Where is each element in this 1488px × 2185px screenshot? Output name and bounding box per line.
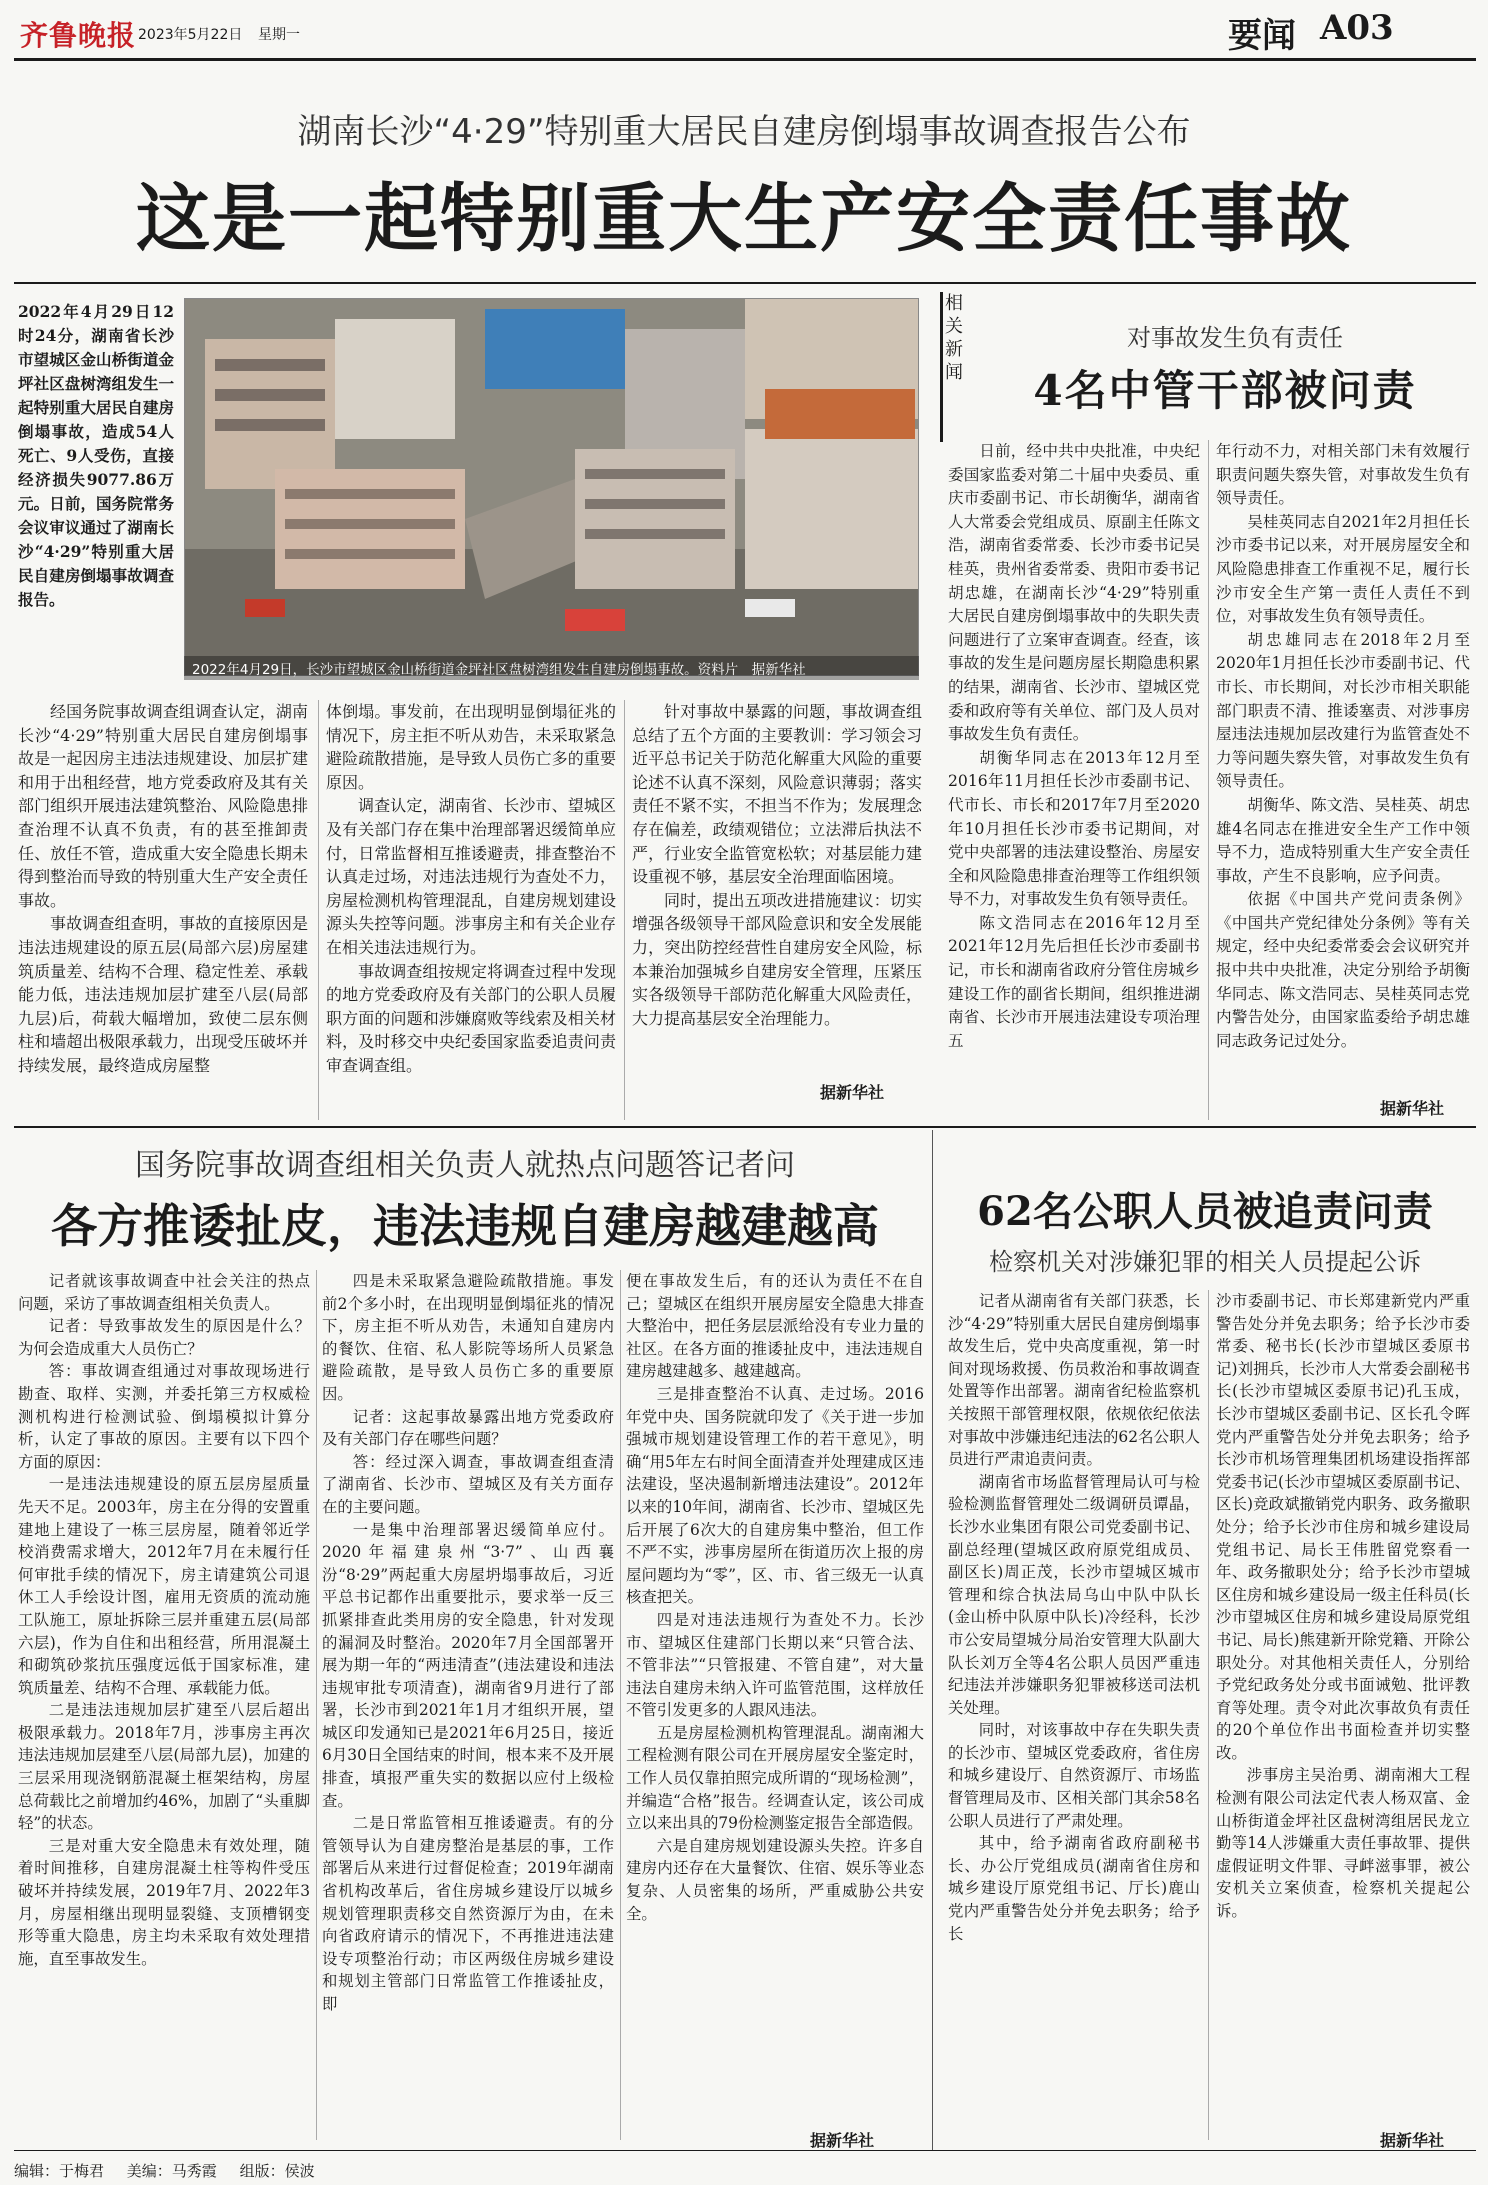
accountability-column-1 bbox=[948, 1290, 1200, 1945]
issue-weekday: 星期一 bbox=[258, 27, 300, 43]
main-headline: 这是一起特别重大生产安全责任事故 bbox=[136, 176, 1352, 262]
issue-date: 2023年5月22日 bbox=[138, 27, 243, 43]
paragraph: 沙市委副书记、市长郑建新党内严重警告处分并免去职务；给予长沙市委常委、秘书长(长沙市望城区委原书记)刘拥兵，长沙市人大常委会副秘书长(长沙市望城区委原书记)孔玉成，长沙市望城区委副书记、区长孔令晖党内严重警告处分并免去职务；给予长沙市机场管理集团机场建设指挥部党委书记(长沙市望城区委原副书记、区长)竞政斌撤销党内职务、政务撤职处分；给予长沙市住房和城乡建设局党组书记、局长王伟胜留党察看一年、政务撤职处分；给予长沙市望城区住房和城乡建设局一级主任科员(长沙市望城区住房和城乡建设局原党组书记、局长)熊建新开除党籍、开除公职处分。对其他相关责任人，分别给予党纪政务处分或书面诫勉、批评教育等处理。责令对此次事故负有责任的20个单位作出书面检查并切实整改。 bbox=[1216, 1292, 1470, 1762]
main-column-2 bbox=[326, 700, 616, 1078]
collapse-site-photo bbox=[184, 298, 919, 676]
aerial-photo-illustration bbox=[185, 299, 919, 676]
paragraph: 记者从湖南省有关部门获悉，长沙“4·29”特别重大居民自建房倒塌事故发生后，党中央高度重视，第一时间对现场救援、伤员救治和事故调查处置等作出部署。湖南省纪检监察机关按照干部管理权限，依规依纪依法对事故中涉嫌违纪违法的62名公职人员进行严肃追责问责。 bbox=[948, 1292, 1200, 1469]
paragraph: 其中，给予湖南省政府副秘书长、办公厅党组成员(湖南省住房和城乡建设厅原党组书记、厅长)鹿山党内严重警告处分并免去职务；给予长 bbox=[948, 1834, 1200, 1943]
column-divider bbox=[316, 1270, 317, 2140]
paragraph: 便在事故发生后，有的还认为责任不在自己；望城区在组织开展房屋安全隐患大排查大整治中，把任务层层派给没有专业力量的社区。在各方面的推诿扯皮中，违法违规自建房越建越多、越建越高。 bbox=[626, 1272, 924, 1381]
footer-proof: 组版：侯波 bbox=[239, 2162, 315, 2180]
paragraph: 答：经过深入调查，事故调查组查清了湖南省、长沙市、望城区及有关方面存在的主要问题。 bbox=[322, 1452, 614, 1516]
paragraph: 依据《中国共产党问责条例》《中国共产党纪律处分条例》等有关规定，经中央纪委常委会会议研究并报中共中央批准，决定分别给予胡衡华同志、陈文浩同志、吴桂英同志党内警告处分，由国家监委给予胡忠雄同志政务记过处分。 bbox=[1216, 890, 1470, 1050]
photo-caption: 2022年4月29日，长沙市望城区金山桥街道金坪社区盘树湾组发生自建房倒塌事故。资料片 据新华社 bbox=[184, 656, 919, 680]
related-column-2 bbox=[1216, 440, 1470, 1053]
paragraph: 六是自建房规划建设源头失控。许多自建房内还存在大量餐饮、住宿、娱乐等业态复杂、人员密集的场所，严重威胁公共安全。 bbox=[626, 1836, 924, 1923]
accountability-credit: 据新华社 bbox=[1380, 2131, 1445, 2150]
paragraph: 答：事故调查组通过对事故现场进行勘查、取样、实测，并委托第三方权威检测机构进行检测试验、倒塌模拟计算分析，认定了事故的原因。主要有以下四个方面的原因： bbox=[18, 1362, 310, 1471]
paragraph: 记者就该事故调查中社会关注的热点问题，采访了事故调查组相关负责人。 bbox=[18, 1272, 310, 1313]
paragraph: 胡忠雄同志在2018年2月至2020年1月担任长沙市委副书记、代市长、市长期间，对长沙市相关职能部门职责不清、推诿塞责、对涉事房屋违法违规加层改建行为监管查处不力等问题失察失管，对事故发生负有领导责任。 bbox=[1216, 630, 1470, 791]
paragraph: 事故调查组查明，事故的直接原因是违法违规建设的原五层(局部六层)房屋建筑质量差、结构不合理、稳定性差、承载能力低，违法违规加层扩建至八层(局部九层)后，荷载大幅增加，致使二层东侧柱和墙超出极限承载力，出现受压破坏并持续发展，最终造成房屋整 bbox=[18, 914, 308, 1075]
qa-column-1 bbox=[18, 1270, 310, 1970]
paragraph: 一是违法违规建设的原五层房屋质量先天不足。2003年，房主在分得的安置重建地上建设了一栋三层房屋，随着邻近学校消费需求增大，2012年7月在未履行任何审批手续的情况下，房主请建筑公司退休工人手绘设计图，雇用无资质的流动施工队施工，原址拆除三层并重建五层(局部六层)，作为自住和出租经营，所用混凝土和砌筑砂浆抗压强度远低于国家标准，建筑质量差、结构不合理、承载能力低。 bbox=[18, 1475, 310, 1697]
qa-column-2 bbox=[322, 1270, 614, 2016]
accountability-subhead: 检察机关对涉嫌犯罪的相关人员提起公诉 bbox=[989, 1248, 1421, 1276]
paragraph: 记者：这起事故暴露出地方党委政府及有关部门存在哪些问题？ bbox=[322, 1407, 614, 1449]
paragraph: 调查认定，湖南省、长沙市、望城区及有关部门存在集中治理部署迟缓简单应付，日常监督相互推诿避责，排查整治不认真走过场，对违法违规行为查处不力，房屋检测机构管理混乱，自建房规划建设源头失控等问题。涉事房主和有关企业存在相关违法违规行为。 bbox=[326, 796, 616, 957]
paragraph: 四是未采取紧急避险疏散措施。事发前2个多小时，在出现明显倒塌征兆的情况下，房主拒不听从劝告，未通知自建房内的餐饮、住宿、私人影院等场所人员紧急避险疏散，是导致人员伤亡多的重要原因。 bbox=[322, 1272, 614, 1403]
main-credit: 据新华社 bbox=[820, 1083, 885, 1102]
paragraph: 涉事房主吴治勇、湖南湘大工程检测有限公司法定代表人杨双富、金山桥街道金坪社区盘树湾组居民龙立勤等14人涉嫌重大责任事故罪、提供虚假证明文件罪、寻衅滋事罪，被公安机关立案侦查，检察机关提起公诉。 bbox=[1216, 1766, 1470, 1921]
footer-rule bbox=[14, 2150, 1476, 2151]
section-rule bbox=[14, 1126, 1476, 1128]
paragraph: 二是违法违规加层扩建至八层后超出极限承载力。2018年7月，涉事房主再次违法违规加层建至八层(局部九层)，加建的三层采用现浇钢筋混凝土框架结构，房屋总荷载比之前增加约46%，加剧了“头重脚轻”的状态。 bbox=[18, 1701, 310, 1833]
main-column-3 bbox=[632, 700, 922, 1030]
qa-kicker: 国务院事故调查组相关负责人就热点问题答记者问 bbox=[135, 1148, 795, 1183]
column-divider bbox=[1208, 1290, 1209, 2140]
paragraph: 经国务院事故调查组调查认定，湖南长沙“4·29”特别重大居民自建房倒塌事故是一起因房主违法违规建设、加层扩建和用于出租经营，地方党委政府及其有关部门组织开展违法建筑整治、风险隐患排查治理不认真不负责，有的甚至推卸责任、放任不管，造成重大安全隐患长期未得到整治而导致的特别重大生产安全责任事故。 bbox=[18, 702, 308, 910]
main-kicker: 湖南长沙“4·29”特别重大居民自建房倒塌事故调查报告公布 bbox=[297, 112, 1191, 152]
paragraph: 四是对违法违规行为查处不力。长沙市、望城区住建部门长期以来“只管合法、不管非法”“只管报建、不管自建”，对大量违法自建房未纳入许可监管范围，这样放任不管引发更多的人跟风违法。 bbox=[626, 1610, 924, 1720]
main-column-1 bbox=[18, 700, 308, 1078]
related-column-1 bbox=[948, 440, 1200, 1053]
section-name: 要闻 bbox=[1228, 16, 1296, 56]
page-footer bbox=[14, 2160, 333, 2181]
qa-headline: 各方推诿扯皮，违法违规自建房越建越高 bbox=[51, 1199, 879, 1253]
headline-rule bbox=[14, 282, 1476, 284]
section-divider bbox=[932, 1130, 933, 2150]
paragraph: 同时，提出五项改进措施建议：切实增强各级领导干部风险意识和安全发展能力，突出防控经营性自建房安全风险，标本兼治加强城乡自建房安全管理，压紧压实各级领导干部防范化解重大风险责任，大力提高基层安全治理能力。 bbox=[632, 890, 922, 1028]
accountability-headline: 62名公职人员被追责问责 bbox=[977, 1188, 1433, 1235]
paragraph: 三是排查整治不认真、走过场。2016年党中央、国务院就印发了《关于进一步加强城市规划建设管理工作的若干意见》，明确“用5年左右时间全面清查并处理建成区违法建设，坚决遏制新增违法建设”。2012年以来的10年间，湖南省、长沙市、望城区先后开展了6次大的自建房集中整治，但工作不严不实，涉事房屋所在街道历次上报的房屋问题均为“零”，区、市、省三级无一认真核查把关。 bbox=[626, 1384, 924, 1607]
footer-designer: 美编：马秀霞 bbox=[126, 2162, 217, 2180]
paragraph: 二是日常监管相互推诿避责。有的分管领导认为自建房整治是基层的事，工作部署后从来进行过督促检查；2019年湖南省机构改革后，省住房城乡建设厅以城乡规划管理职责移交自然资源厅为由，在未向省政府请示的情况下，不再推进违法建设专项整治行动；市区两级住房城乡建设和规划主管部门日常监管工作推诿扯皮，即 bbox=[322, 1814, 614, 2013]
main-lead: 2022年4月29日12时24分，湖南省长沙市望城区金山桥街道金坪社区盘树湾组发生一起特别重大居民自建房倒塌事故，造成54人死亡、9人受伤，直接经济损失9077.86万元。日前，国务院常务会议审议通过了湖南长沙“4·29”特别重大居民自建房倒塌事故调查报告。 bbox=[18, 302, 174, 609]
paragraph: 记者：导致事故发生的原因是什么？为何会造成重大人员伤亡？ bbox=[18, 1317, 310, 1358]
column-divider bbox=[1208, 440, 1209, 1120]
paragraph: 一是集中治理部署迟缓简单应付。2020年福建泉州“3·7”、山西襄汾“8·29”两起重大房屋坍塌事故后，习近平总书记都作出重要批示，要求举一反三抓紧排查此类用房的安全隐患，针对发现的漏洞及时整治。2020年7月全国部署开展为期一年的“两违清查”(违法建设和违法违规审批专项清查)，湖南省9月进行了部署，长沙市到2021年1月才组织开展，望城区印发通知已是2021年6月25日，接近6月30日全国结束的时间，根本来不及开展排查，填报严重失实的数据以应付上级检查。 bbox=[322, 1520, 614, 1810]
column-divider bbox=[624, 700, 625, 1120]
related-headline: 4名中管干部被问责 bbox=[1033, 366, 1417, 415]
paragraph: 五是房屋检测机构管理混乱。湖南湘大工程检测有限公司在开展房屋安全鉴定时，工作人员仅靠拍照完成所谓的“现场检测”，并编造“合格”报告。经调查认定，该公司成立以来出具的79份检测鉴定报告全部造假。 bbox=[626, 1723, 924, 1833]
paragraph: 体倒塌。事发前，在出现明显倒塌征兆的情况下，房主拒不听从劝告，未采取紧急避险疏散措施，是导致人员伤亡多的重要原因。 bbox=[326, 702, 616, 792]
page-number: A03 bbox=[1320, 8, 1394, 48]
paragraph: 事故调查组按规定将调查过程中发现的地方党委政府及有关部门的公职人员履职方面的问题和涉嫌腐败等线索及相关材料，及时移交中央纪委国家监委追责问责审查调查组。 bbox=[326, 961, 616, 1075]
paragraph: 胡衡华同志在2013年12月至2016年11月担任长沙市委副书记、代市长、市长和2017年7月至2020年10月担任长沙市委书记期间，对党中央部署的违法建设整治、房屋安全和风险隐患排查治理等工作组织领导不力，对事故发生负有领导责任。 bbox=[948, 748, 1200, 909]
related-kicker: 对事故发生负有责任 bbox=[1127, 324, 1343, 352]
paragraph: 同时，对该事故中存在失职失责的长沙市、望城区党委政府，省住房和城乡建设厅、自然资源厅、市场监督管理局及市、区相关部门其余58名公职人员进行了严肃处理。 bbox=[948, 1721, 1200, 1830]
paragraph: 陈文浩同志在2016年12月至2021年12月先后担任长沙市委副书记，市长和湖南省政府分管住房城乡建设工作的副省长期间，组织推进湖南省、长沙市开展违法建设专项治理五 bbox=[948, 913, 1200, 1050]
qa-credit: 据新华社 bbox=[810, 2131, 875, 2150]
accountability-column-2 bbox=[1216, 1290, 1470, 1923]
footer-editor: 编辑：于梅君 bbox=[14, 2162, 105, 2180]
related-credit: 据新华社 bbox=[1380, 1099, 1445, 1118]
related-news-label: 相关新闻 bbox=[940, 292, 962, 442]
paragraph: 针对事故中暴露的问题，事故调查组总结了五个方面的主要教训：学习领会习近平总书记关于防范化解重大风险的重要论述不认真不深刻，风险意识薄弱；落实责任不紧不实，不担当不作为；发展理念存在偏差，政绩观错位；立法滞后执法不严，行业安全监管宽松软；对基层能力建设重视不够，基层安全治理面临困境。 bbox=[632, 702, 922, 887]
paragraph: 三是对重大安全隐患未有效处理，随着时间推移，自建房混凝土柱等构件受压破坏并持续发展，2019年7月、2022年3月，房屋相继出现明显裂缝、支顶槽钢变形等重大隐患，房主均未采取有效处理措施，直至事故发生。 bbox=[18, 1836, 310, 1968]
paragraph: 胡衡华、陈文浩、吴桂英、胡忠雄4名同志在推进安全生产工作中领导不力，造成特别重大生产安全责任事故，产生不良影响，应予问责。 bbox=[1216, 795, 1470, 885]
column-divider bbox=[318, 700, 319, 1120]
masthead-rule bbox=[14, 58, 1476, 61]
paragraph: 湖南省市场监督管理局认可与检验检测监督管理处二级调研员谭晶，长沙水业集团有限公司党委副书记、副总经理(望城区政府原党组成员、副区长)周正茂，长沙市望城区城市管理和综合执法局乌山中队中队长(金山桥中队原中队长)冷经科，长沙市公安局望城分局治安管理大队副大队长刘万全等4名公职人员因严重违纪违法并涉嫌职务犯罪被移送司法机关处理。 bbox=[948, 1472, 1200, 1717]
qa-column-3 bbox=[626, 1270, 924, 1925]
paragraph: 年行动不力，对相关部门未有效履行职责问题失察失管，对事故发生负有领导责任。 bbox=[1216, 442, 1470, 508]
paragraph: 吴桂英同志自2021年2月担任长沙市委书记以来，对开展房屋安全和风险隐患排查工作重视不足，履行长沙市安全生产第一责任人责任不到位，对事故发生负有领导责任。 bbox=[1216, 512, 1470, 626]
column-divider bbox=[620, 1270, 621, 2140]
newspaper-logo: 齐鲁晚报 bbox=[20, 19, 137, 52]
paragraph: 日前，经中共中央批准，中央纪委国家监委对第二十届中央委员、重庆市委副书记、市长胡衡华，湖南省人大常委会党组成员、原副主任陈文浩，湖南省委常委、长沙市委书记吴桂英，贵州省委常委、贵阳市委书记胡忠雄，在湖南长沙“4·29”特别重大居民自建房倒塌事故中的失职失责问题进行了立案审查调查。经查，该事故的发生是问题房屋长期隐患积累的结果，湖南省、长沙市、望城区党委和政府等有关单位、部门及人员对事故发生负有责任。 bbox=[948, 442, 1200, 744]
